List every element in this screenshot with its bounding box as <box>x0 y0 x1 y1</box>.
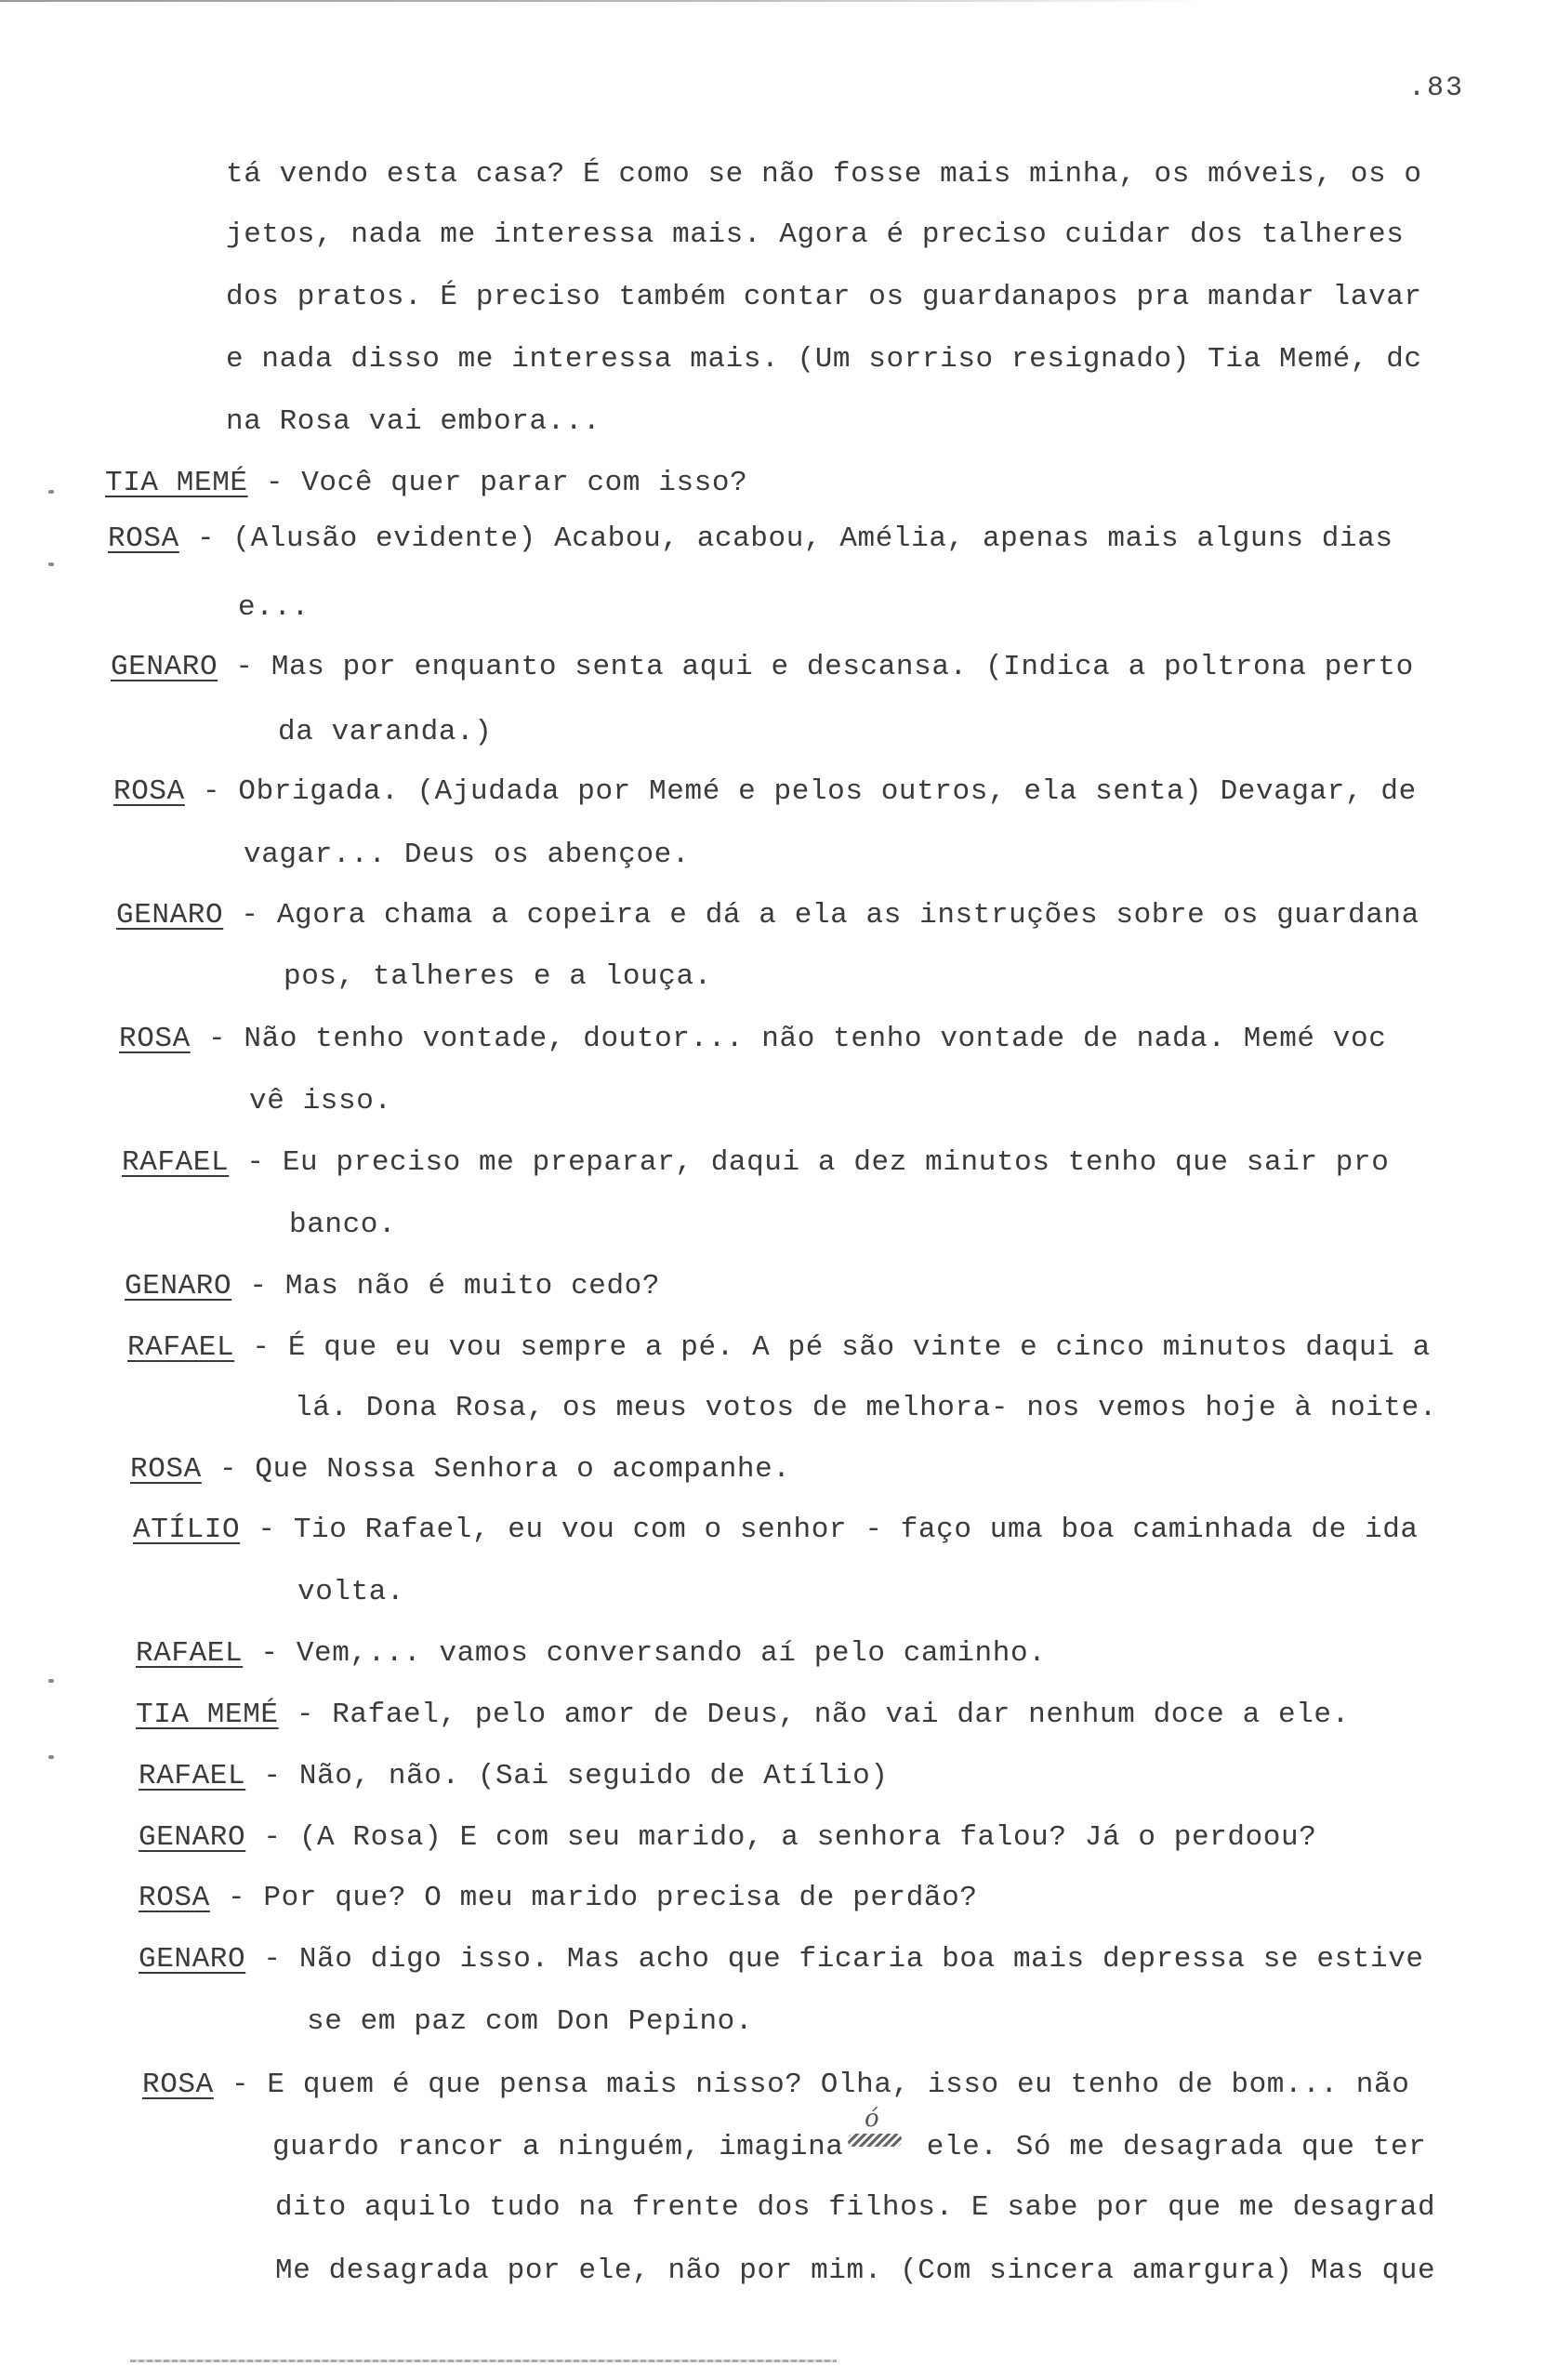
dialogue-text: - Não digo isso. Mas acho que ficaria boa mais depressa se estive <box>245 1943 1424 1976</box>
speaker-name: RAFAEL <box>136 1637 244 1670</box>
page-number: .83 <box>1408 73 1465 104</box>
dialogue-line <box>127 1331 1431 1364</box>
top-edge-line <box>0 0 1208 2</box>
text-segment: guardo rancor a ninguém, imagina <box>272 2131 844 2163</box>
dialogue-text: - (A Rosa) E com seu marido, a senhora falou? Já o perdoou? <box>245 1821 1317 1854</box>
speaker-name: GENARO <box>139 1943 246 1976</box>
speaker-name: ROSA <box>113 775 185 808</box>
dialogue-text: - (Alusão evidente) Acabou, acabou, Amélia, apenas mais alguns dias <box>178 522 1393 555</box>
speaker-name: ROSA <box>119 1023 191 1055</box>
dialogue-text: - Mas não é muito cedo? <box>231 1270 661 1302</box>
dialogue-text: - Vem,... vamos conversando aí pelo caminho. <box>243 1637 1047 1670</box>
continuation-line: banco. <box>289 1209 397 1241</box>
dialogue-text: - Obrigada. (Ajudada por Memé e pelos outros, ela senta) Devagar, de <box>184 775 1417 808</box>
speaker-name: ROSA <box>142 2069 214 2101</box>
margin-mark <box>48 1755 54 1759</box>
text-line: tá vendo esta casa? É como se não fosse mais minha, os móveis, os o <box>226 158 1422 191</box>
ink-scribble <box>848 2134 902 2147</box>
continuation-line: e... <box>238 591 310 624</box>
dialogue-text: - Não tenho vontade, doutor... não tenho vontade de nada. Memé voc <box>190 1023 1387 1055</box>
dialogue-text: - Tio Rafael, eu vou com o senhor - faço uma boa caminhada de ida <box>240 1514 1419 1546</box>
dialogue-line <box>113 775 1417 808</box>
dialogue-line <box>133 1514 1419 1546</box>
margin-mark <box>48 1679 54 1683</box>
continuation-line: se em paz com Don Pepino. <box>307 2005 754 2038</box>
speaker-name: TIA MEMÉ <box>136 1699 279 1731</box>
continuation-line: volta. <box>297 1576 405 1608</box>
continuation-line: pos, talheres e a louça. <box>284 960 712 993</box>
dialogue-text: - Agora chama a copeira e dá a ela as instruções sobre os guardana <box>223 899 1419 932</box>
dialogue-line <box>136 1637 1046 1670</box>
speaker-name: RAFAEL <box>122 1146 230 1179</box>
continuation-line: da varanda.) <box>278 716 493 748</box>
dialogue-line <box>105 467 747 499</box>
dialogue-line <box>111 651 1414 683</box>
speaker-name: ROSA <box>139 1882 210 1914</box>
continuation-line: vê isso. <box>249 1085 392 1117</box>
dialogue-line <box>142 2069 1409 2101</box>
dialogue-text: - Que Nossa Senhora o acompanhe. <box>201 1453 791 1486</box>
speaker-name: RAFAEL <box>127 1331 235 1364</box>
text-line: jetos, nada me interessa mais. Agora é preciso cuidar dos talheres <box>226 218 1405 251</box>
continuation-line: vagar... Deus os abençoe. <box>244 839 691 871</box>
dialogue-line <box>139 1821 1316 1854</box>
dialogue-text: - Não, não. (Sai seguido de Atílio) <box>245 1760 889 1792</box>
speaker-name: GENARO <box>139 1821 246 1854</box>
speaker-name: RAFAEL <box>139 1760 246 1792</box>
dialogue-text: - Por que? O meu marido precisa de perdão? <box>209 1882 978 1914</box>
speaker-name: GENARO <box>116 899 224 932</box>
continuation-line: lá. Dona Rosa, os meus votos de melhora- nos vemos hoje à noite. <box>295 1392 1437 1424</box>
dialogue-line <box>116 899 1419 932</box>
text-segment: ele. Só me desagrada que ter <box>908 2131 1427 2163</box>
bottom-edge-line <box>130 2360 837 2362</box>
speaker-name: GENARO <box>125 1270 232 1302</box>
speaker-name: ROSA <box>130 1453 202 1486</box>
dialogue-text: - Mas por enquanto senta aqui e descansa. (Indica a poltrona perto <box>218 651 1414 683</box>
text-line: e nada disso me interessa mais. (Um sorriso resignado) Tia Memé, dc <box>226 343 1422 376</box>
dialogue-line <box>130 1453 791 1486</box>
speaker-name: TIA MEMÉ <box>105 467 248 499</box>
continuation-line: Me desagrada por ele, não por mim. (Com sincera amargura) Mas que <box>275 2254 1436 2287</box>
text-line: na Rosa vai embora... <box>226 405 601 438</box>
text-line: dos pratos. É preciso também contar os guardanapos pra mandar lavar <box>226 281 1422 313</box>
dialogue-line <box>122 1146 1389 1179</box>
handwritten-mark: ó <box>865 2105 880 2133</box>
dialogue-line <box>136 1699 1350 1731</box>
dialogue-text: - Você quer parar com isso? <box>247 467 748 499</box>
continuation-line: dito aquilo tudo na frente dos filhos. E sabe por que me desagrad <box>275 2191 1436 2224</box>
dialogue-text: - E quem é que pensa mais nisso? Olha, isso eu tenho de bom... não <box>213 2069 1410 2101</box>
dialogue-text: - Rafael, pelo amor de Deus, não vai dar nenhum doce a ele. <box>278 1699 1350 1731</box>
dialogue-line <box>139 1943 1424 1976</box>
dialogue-line <box>139 1760 889 1792</box>
margin-mark <box>48 490 54 494</box>
dialogue-text: - É que eu vou sempre a pé. A pé são vinte e cinco minutos daqui a <box>234 1331 1431 1364</box>
dialogue-line <box>125 1270 660 1302</box>
speaker-name: GENARO <box>111 651 218 683</box>
speaker-name: ROSA <box>108 522 179 555</box>
dialogue-line <box>139 1882 978 1914</box>
dialogue-line <box>108 522 1393 555</box>
continuation-line <box>272 2131 1426 2163</box>
dialogue-text: - Eu preciso me preparar, daqui a dez minutos tenho que sair pro <box>229 1146 1390 1179</box>
speaker-name: ATÍLIO <box>133 1514 241 1546</box>
margin-mark <box>48 562 54 566</box>
dialogue-line <box>119 1023 1386 1055</box>
